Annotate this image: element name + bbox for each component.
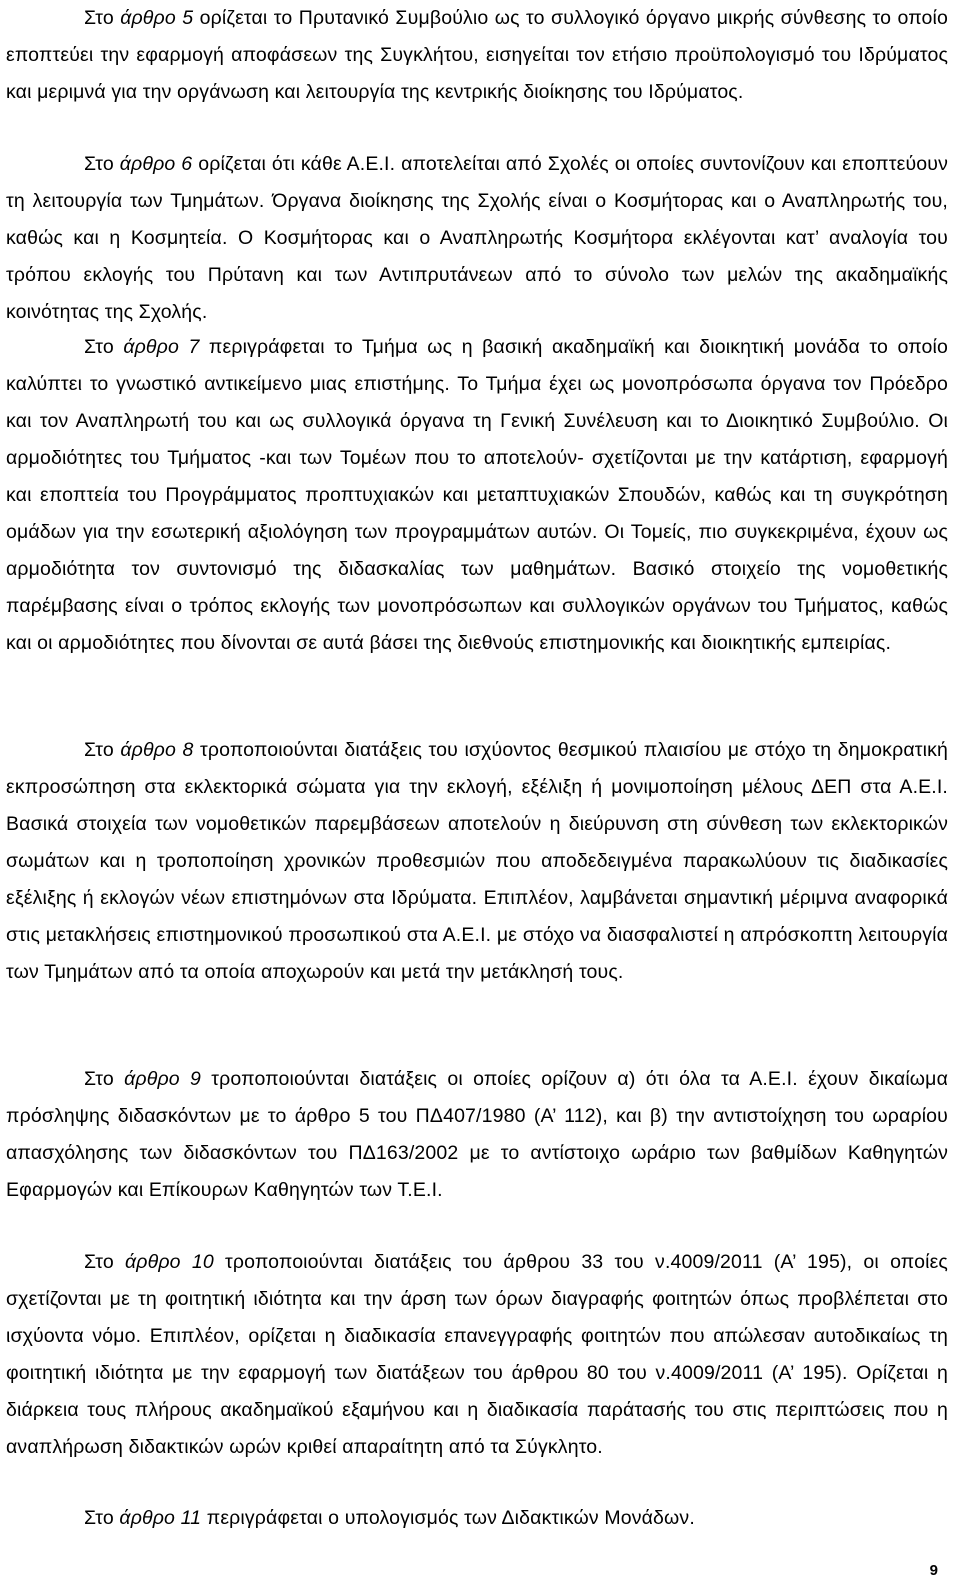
article-reference: άρθρο 6: [119, 153, 193, 175]
paragraph-lead: Στο: [84, 1251, 126, 1273]
paragraph-article-5: [0, 0, 960, 111]
paragraph-article-9: [0, 1061, 960, 1209]
paragraph-lead: Στο: [84, 739, 121, 761]
paragraph-article-6: [0, 146, 960, 331]
article-reference: άρθρο 9: [124, 1068, 202, 1090]
article-reference: άρθρο 11: [119, 1507, 202, 1529]
paragraph-article-8: [0, 732, 960, 991]
paragraph-text: περιγράφεται ο υπολογισμός των Διδακτικών Μονάδων.: [201, 1507, 695, 1529]
paragraph-text: ορίζεται το Πρυτανικό Συμβούλιο ως το συλλογικό όργανο μικρής σύνθεσης το οποίο εποπτεύει την εφαρμογή αποφάσεων της Συγκλήτου, εισηγείται τον ετήσιο προϋπολογισμό του Ιδρύματος και μεριμνά για την οργάνωση και λειτουργία της κεντρικής διοίκησης του Ιδρύματος.: [6, 7, 948, 103]
page-number: 9: [929, 1562, 938, 1579]
paragraph-text: ορίζεται ότι κάθε Α.Ε.Ι. αποτελείται από Σχολές οι οποίες συντονίζουν και εποπτεύουν τη λειτουργία των Τμημάτων. Όργανα διοίκησης της Σχολής είναι ο Κοσμήτορας και ο Αναπληρωτής του, καθώς και η Κοσμητεία. Ο Κοσμήτορας και ο Αναπληρωτής Κοσμήτορα εκλέγονται κατ’ αναλογία του τρόπου εκλογής του Πρύτανη και των Αντιπρυτάνεων από το σύνολο των μελών της ακαδημαϊκής κοινότητας της Σχολής.: [6, 153, 948, 323]
article-reference: άρθρο 8: [120, 739, 194, 761]
paragraph-article-10: [0, 1244, 960, 1466]
article-reference: άρθρο 5: [120, 7, 194, 29]
paragraph-article-7: [0, 329, 960, 662]
paragraph-lead: Στο: [84, 336, 124, 358]
paragraph-text: τροποποιούνται διατάξεις του άρθρου 33 του ν.4009/2011 (Α’ 195), οι οποίες σχετίζονται με τη φοιτητική ιδιότητα και την άρση των όρων διαγραφής φοιτητών όπως προβλέπεται στο ισχύοντα νόμο. Επιπλέον, ορίζεται η διαδικασία επανεγγραφής φοιτητών που απώλεσαν αυτοδικαίως τη φοιτητική ιδιότητα με την εφαρμογή των διατάξεων του άρθρου 80 του ν.4009/2011 (Α’ 195). Ορίζεται η διάρκεια τους πλήρους ακαδημαϊκού εξαμήνου και η διαδικασία παράτασής του στις περιπτώσεις που η αναπλήρωση διδακτικών ωρών κριθεί απαραίτητη από τα Σύγκλητο.: [6, 1251, 948, 1458]
paragraph-lead: Στο: [84, 1507, 120, 1529]
paragraph-text: τροποποιούνται διατάξεις του ισχύοντος θεσμικού πλαισίου με στόχο τη δημοκρατική εκπροσώπηση στα εκλεκτορικά σώματα για την εκλογή, εξέλιξη ή μονιμοποίηση μέλους ΔΕΠ στα Α.Ε.Ι. Βασικά στοιχεία των νομοθετικών παρεμβάσεων αποτελούν η διεύρυνση στη σύνθεση των εκλεκτορικών σωμάτων και η τροποποίηση χρονικών προθεσμιών που αποδεδειγμένα παρακωλύουν τις διαδικασίες εξέλιξης ή εκλογών νέων επιστημόνων στα Ιδρύματα. Επιπλέον, λαμβάνεται σημαντική μέριμνα αναφορικά στις μετακλήσεις επιστημονικού προσωπικού στα Α.Ε.Ι. με στόχο να διασφαλιστεί η απρόσκοπτη λειτουργία των Τμημάτων από τα οποία αποχωρούν και μετά την μετάκλησή τους.: [6, 739, 948, 983]
paragraph-lead: Στο: [84, 7, 121, 29]
paragraph-article-11: [0, 1500, 960, 1537]
paragraph-lead: Στο: [84, 1068, 125, 1090]
paragraph-text: τροποποιούνται διατάξεις οι οποίες ορίζουν α) ότι όλα τα Α.Ε.Ι. έχουν δικαίωμα πρόσληψης διδασκόντων με το άρθρο 5 του ΠΔ407/1980 (Α’ 112), και β) την αντιστοίχηση του ωραρίου απασχόλησης των διδασκόντων του ΠΔ163/2002 με το αντίστοιχο ωράριο των βαθμίδων Καθηγητών Εφαρμογών και Επίκουρων Καθηγητών των Τ.Ε.Ι.: [6, 1068, 948, 1201]
paragraph-lead: Στο: [84, 153, 120, 175]
article-reference: άρθρο 7: [123, 336, 200, 358]
paragraph-text: περιγράφεται το Τμήμα ως η βασική ακαδημαϊκή και διοικητική μονάδα το οποίο καλύπτει το γνωστικό αντικείμενο μιας επιστήμης. Το Τμήμα έχει ως μονοπρόσωπα όργανα τον Πρόεδρο και τον Αναπληρωτή του και ως συλλογικά όργανα τη Γενική Συνέλευση και το Διοικητικό Συμβούλιο. Οι αρμοδιότητες του Τμήματος -και των Τομέων που το αποτελούν- σχετίζονται με την κατάρτιση, εφαρμογή και εποπτεία του Προγράμματος προπτυχιακών και μεταπτυχιακών Σπουδών, καθώς και τη συγκρότηση ομάδων για την εσωτερική αξιολόγηση των προγραμμάτων αυτών. Οι Τομείς, πιο συγκεκριμένα, έχουν ως αρμοδιότητα τον συντονισμό της διδασκαλίας των μαθημάτων. Βασικό στοιχείο της νομοθετικής παρέμβασης είναι ο τρόπος εκλογής των μονοπρόσωπων και συλλογικών οργάνων του Τμήματος, καθώς και οι αρμοδιότητες που δίνονται σε αυτά βάσει της διεθνούς επιστημονικής και διοικητικής εμπειρίας.: [6, 336, 948, 654]
article-reference: άρθρο 10: [125, 1251, 214, 1273]
